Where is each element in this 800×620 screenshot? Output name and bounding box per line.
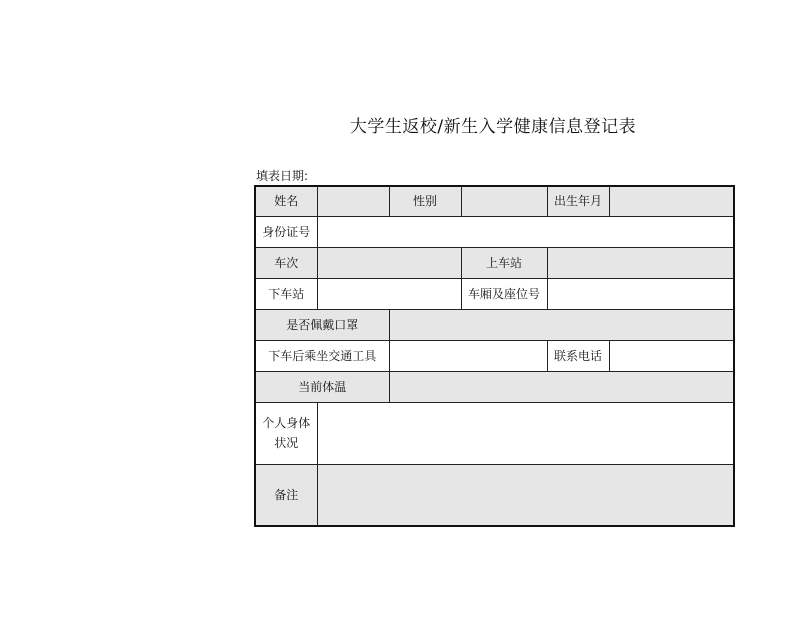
alighting-station-label: 下车站 — [255, 278, 317, 309]
id-number-field[interactable] — [317, 216, 734, 247]
row-mask — [255, 309, 734, 340]
row-train — [255, 247, 734, 278]
row-health-status — [255, 402, 734, 464]
fill-date-label: 填表日期: — [256, 169, 309, 183]
transport-field[interactable] — [389, 340, 547, 371]
train-number-label: 车次 — [255, 247, 317, 278]
form-title: 大学生返校/新生入学健康信息登记表 — [349, 117, 637, 137]
boarding-station-label: 上车站 — [461, 247, 547, 278]
id-number-label: 身份证号 — [255, 216, 317, 247]
gender-label: 性别 — [389, 186, 461, 216]
current-temp-field[interactable] — [389, 371, 734, 402]
health-registration-table — [254, 185, 735, 527]
row-alighting — [255, 278, 734, 309]
contact-phone-field[interactable] — [609, 340, 734, 371]
health-status-label — [255, 402, 317, 464]
contact-phone-label: 联系电话 — [547, 340, 609, 371]
current-temp-label: 当前体温 — [255, 371, 389, 402]
wearing-mask-field[interactable] — [389, 309, 734, 340]
train-number-field[interactable] — [317, 247, 461, 278]
carriage-seat-field[interactable] — [547, 278, 734, 309]
name-label: 姓名 — [255, 186, 317, 216]
health-status-label-line1: 个人身体 — [262, 416, 311, 430]
wearing-mask-label: 是否佩戴口罩 — [255, 309, 389, 340]
remarks-label: 备注 — [255, 464, 317, 526]
row-remarks — [255, 464, 734, 526]
health-status-field[interactable] — [317, 402, 734, 464]
row-transport — [255, 340, 734, 371]
remarks-field[interactable] — [317, 464, 734, 526]
birth-label: 出生年月 — [547, 186, 609, 216]
transport-label: 下车后乘坐交通工具 — [255, 340, 389, 371]
row-basic-info — [255, 186, 734, 216]
row-temperature — [255, 371, 734, 402]
row-id-number — [255, 216, 734, 247]
carriage-seat-label: 车厢及座位号 — [461, 278, 547, 309]
gender-field[interactable] — [461, 186, 547, 216]
alighting-station-field[interactable] — [317, 278, 461, 309]
health-status-label-line2: 状况 — [274, 436, 299, 450]
boarding-station-field[interactable] — [547, 247, 734, 278]
name-field[interactable] — [317, 186, 389, 216]
birth-field[interactable] — [609, 186, 734, 216]
